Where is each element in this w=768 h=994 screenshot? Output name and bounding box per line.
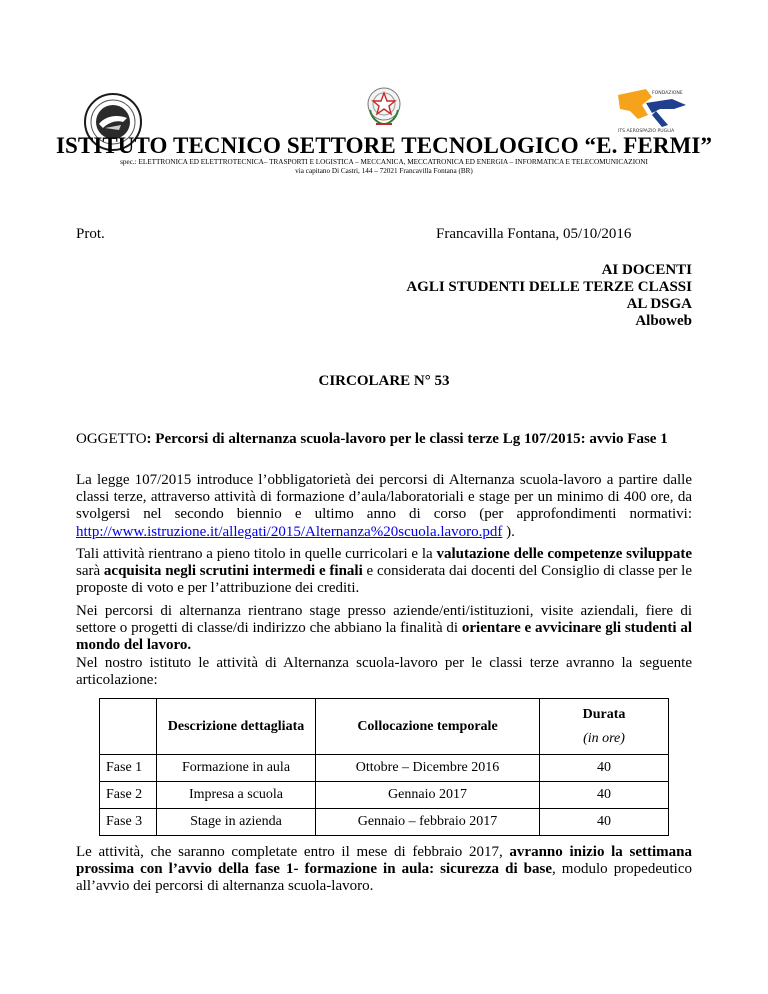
period-cell: Ottobre – Dicembre 2016 <box>316 755 540 782</box>
description-cell: Impresa a scuola <box>157 782 316 809</box>
school-address: via capitano Di Castri, 144 – 72021 Francavilla Fontana (BR) <box>295 167 473 175</box>
subject-line <box>76 431 716 448</box>
hours-cell: 40 <box>540 809 669 836</box>
recipient-studenti: AGLI STUDENTI DELLE TERZE CLASSI <box>406 279 692 295</box>
phase-cell: Fase 1 <box>100 755 157 782</box>
phases-table <box>99 698 669 836</box>
table-row <box>100 755 669 782</box>
protocol-label: Prot. <box>76 226 105 242</box>
recipient-dsga: AL DSGA <box>626 296 692 312</box>
table-row <box>100 809 669 836</box>
paragraph-law <box>76 472 692 541</box>
p3-bold-b: orientare e avvicinare gli studenti al mondo del lavoro. <box>76 620 692 654</box>
description-cell: Formazione in aula <box>157 755 316 782</box>
paragraph-stage <box>76 603 692 655</box>
circular-title: CIRCOLARE N° 53 <box>318 373 450 389</box>
school-specializations: spec.: ELETTRONICA ED ELETTROTECNICA– TRASPORTI E LOGISTICA – MECCANICA, MECCATRONICA ED ENERGIA – INFORMATICA E TELECOMUNICAZIONI <box>120 158 648 166</box>
subject-text: : Percorsi di alternanza scuola-lavoro per le classi terze Lg 107/2015: avvio Fase 1 <box>146 431 668 447</box>
table-header-row <box>100 699 669 755</box>
table-header-description: Descrizione dettagliata <box>157 699 316 755</box>
p5-text-a: Le attività, che saranno completate entro il mese di febbraio 2017, <box>76 844 510 860</box>
table-header-period: Collocazione temporale <box>316 699 540 755</box>
paragraph-law-end: ). <box>502 523 515 540</box>
place-date: Francavilla Fontana, 05/10/2016 <box>436 226 632 242</box>
school-name: ISTITUTO TECNICO SETTORE TECNOLOGICO “E. FERMI” <box>55 133 713 158</box>
description-cell: Stage in azienda <box>157 809 316 836</box>
period-cell: Gennaio 2017 <box>316 782 540 809</box>
p3-text-a: Nei percorsi di alternanza rientrano stage presso aziende/enti/istituzioni, visite aziendali, fiere di settore o progetti di classe/di indirizzo che abbiano la finalità di <box>76 603 692 637</box>
period-cell: Gennaio – febbraio 2017 <box>316 809 540 836</box>
p2-text-a: Tali attività rientrano a pieno titolo in quelle curricolari e la <box>76 546 437 562</box>
p2-bold-d: acquisita negli scrutini intermedi e finali <box>103 563 363 580</box>
paragraph-articulation: Nel nostro istituto le attività di Alternanza scuola-lavoro per le classi terze avranno la seguente articolazione: <box>76 655 692 689</box>
its-foundation-logo <box>612 83 690 135</box>
law-link[interactable]: http://www.istruzione.it/allegati/2015/Alternanza%20scuola.lavoro.pdf <box>76 523 503 540</box>
duration-unit: (in ore) <box>583 730 625 746</box>
p5-bold-b: avranno inizio la settimana prossima con l’avvio della fase 1- formazione in aula: sicurezza di base <box>76 844 692 878</box>
phase-cell: Fase 3 <box>100 809 157 836</box>
table-header-empty <box>100 699 157 755</box>
recipient-alboweb: Alboweb <box>635 313 692 329</box>
subject-label: OGGETTO <box>76 431 147 447</box>
logo-caption-bottom: ITS AEROSPAZIO PUGLIA <box>618 129 675 134</box>
paragraph-start <box>76 844 692 896</box>
logo-caption-top: FONDAZIONE <box>652 91 683 96</box>
paragraph-law-text: La legge 107/2015 introduce l’obbligatorietà dei percorsi di Alternanza scuola-lavoro a partire dalle classi terze, attraverso attività di formazione d’aula/laboratoriali e stage per un minimo di 400 ore, da svolgersi nel secondo biennio e ultimo anno di corso (per approfondimenti normativi: <box>76 472 692 523</box>
duration-label: Durata <box>582 706 626 722</box>
p2-text-c: sarà <box>76 563 104 580</box>
hours-cell: 40 <box>540 755 669 782</box>
recipient-docenti: AI DOCENTI <box>601 262 692 278</box>
table-header-duration <box>540 699 669 755</box>
p5-text-c: , modulo propedeutico all’avvio dei percorsi di alternanza scuola-lavoro. <box>76 861 692 895</box>
phase-cell: Fase 2 <box>100 782 157 809</box>
italian-republic-emblem <box>364 84 404 128</box>
paragraph-evaluation <box>76 546 692 598</box>
table-row <box>100 782 669 809</box>
p2-bold-b: valutazione delle competenze sviluppate <box>436 546 692 562</box>
p2-text-e: e considerata dai docenti del Consiglio di classe per le proposte di voto e per l’attribuzione dei crediti. <box>76 563 693 597</box>
hours-cell: 40 <box>540 782 669 809</box>
